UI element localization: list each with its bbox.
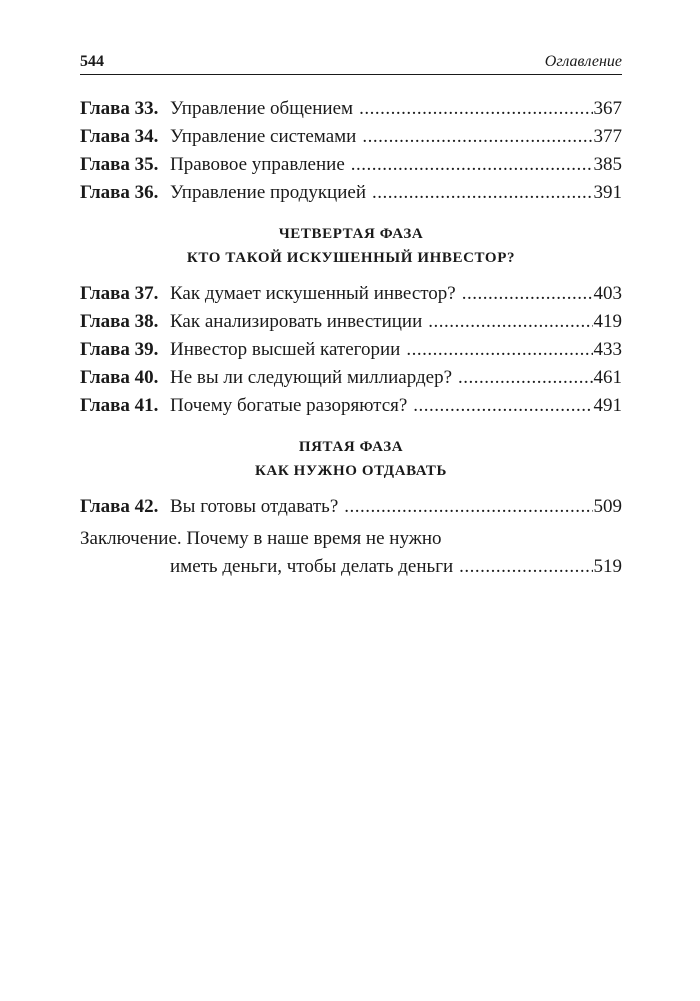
page-number: 544 xyxy=(80,53,104,70)
chapter-page: 367 xyxy=(593,98,622,119)
chapter-title: Инвестор высшей категории xyxy=(170,339,401,360)
dot-leader xyxy=(362,123,592,151)
toc-entry[interactable] xyxy=(80,336,622,364)
dot-leader xyxy=(406,336,592,364)
chapter-title: Управление системами xyxy=(170,126,357,147)
chapter-page: 403 xyxy=(593,283,622,304)
chapter-title: Вы готовы отдавать? xyxy=(170,496,339,517)
section-heading-line1: ЧЕТВЕРТАЯ ФАЗА xyxy=(278,226,424,242)
dot-leader xyxy=(413,392,592,420)
toc-entry[interactable] xyxy=(80,179,622,207)
chapter-label: Глава 39. xyxy=(80,339,159,360)
chapter-page: 377 xyxy=(593,126,622,147)
chapter-label: Глава 37. xyxy=(80,283,159,304)
chapter-label: Глава 38. xyxy=(80,311,159,332)
table-of-contents xyxy=(80,95,622,581)
section-heading-line2: КТО ТАКОЙ ИСКУШЕННЫЙ ИНВЕСТОР? xyxy=(186,250,516,266)
toc-entry[interactable] xyxy=(80,493,622,521)
chapter-title: Как думает искушенный инвестор? xyxy=(170,283,456,304)
chapter-label: Глава 42. xyxy=(80,496,159,517)
chapter-title: Не вы ли следующий миллиардер? xyxy=(170,367,453,388)
chapter-page: 433 xyxy=(593,339,622,360)
chapter-label: Глава 33. xyxy=(80,98,159,119)
chapter-group-phase5 xyxy=(80,493,622,521)
dot-leader xyxy=(344,493,592,521)
chapter-label: Глава 34. xyxy=(80,126,159,147)
chapter-label: Глава 36. xyxy=(80,182,159,203)
chapter-group-phase4 xyxy=(80,280,622,420)
toc-entry[interactable] xyxy=(80,95,622,123)
chapter-page: 461 xyxy=(593,367,622,388)
dot-leader xyxy=(351,151,593,179)
section-heading-line1: ПЯТАЯ ФАЗА xyxy=(298,439,404,455)
toc-entry[interactable] xyxy=(80,280,622,308)
conclusion-title-line2: иметь деньги, чтобы делать деньги xyxy=(170,556,454,577)
chapter-page: 385 xyxy=(593,154,622,175)
chapter-page: 491 xyxy=(593,395,622,416)
chapter-title: Управление общением xyxy=(170,98,354,119)
chapter-label: Глава 41. xyxy=(80,395,159,416)
dot-leader xyxy=(428,308,592,336)
toc-entry[interactable] xyxy=(80,308,622,336)
toc-entry[interactable] xyxy=(80,364,622,392)
conclusion-page: 519 xyxy=(593,556,622,577)
section-heading-line2: КАК НУЖНО ОТДАВАТЬ xyxy=(254,463,448,479)
chapter-label: Глава 35. xyxy=(80,154,159,175)
chapter-page: 419 xyxy=(593,311,622,332)
toc-entry[interactable] xyxy=(80,151,622,179)
toc-entry[interactable] xyxy=(80,392,622,420)
dot-leader xyxy=(372,179,593,207)
dot-leader xyxy=(359,95,592,123)
section-heading-phase4 xyxy=(80,222,622,270)
chapter-group-part3 xyxy=(80,95,622,207)
chapter-title: Почему богатые разоряются? xyxy=(170,395,408,416)
dot-leader xyxy=(458,364,592,392)
chapter-title: Правовое управление xyxy=(170,154,345,175)
toc-entry-conclusion[interactable] xyxy=(80,525,622,581)
chapter-page: 391 xyxy=(593,182,622,203)
chapter-title: Управление продукцией xyxy=(170,182,366,203)
chapter-page: 509 xyxy=(593,496,622,517)
toc-entry[interactable] xyxy=(80,123,622,151)
dot-leader xyxy=(462,280,593,308)
chapter-title: Как анализировать инвестиции xyxy=(170,311,423,332)
conclusion-title-line1: Заключение. Почему в наше время не нужно xyxy=(80,528,442,549)
running-title: Оглавление xyxy=(544,53,622,70)
page-header xyxy=(80,52,622,75)
chapter-label: Глава 40. xyxy=(80,367,159,388)
conclusion-line2 xyxy=(80,553,622,581)
dot-leader xyxy=(459,553,592,581)
section-heading-phase5 xyxy=(80,435,622,483)
